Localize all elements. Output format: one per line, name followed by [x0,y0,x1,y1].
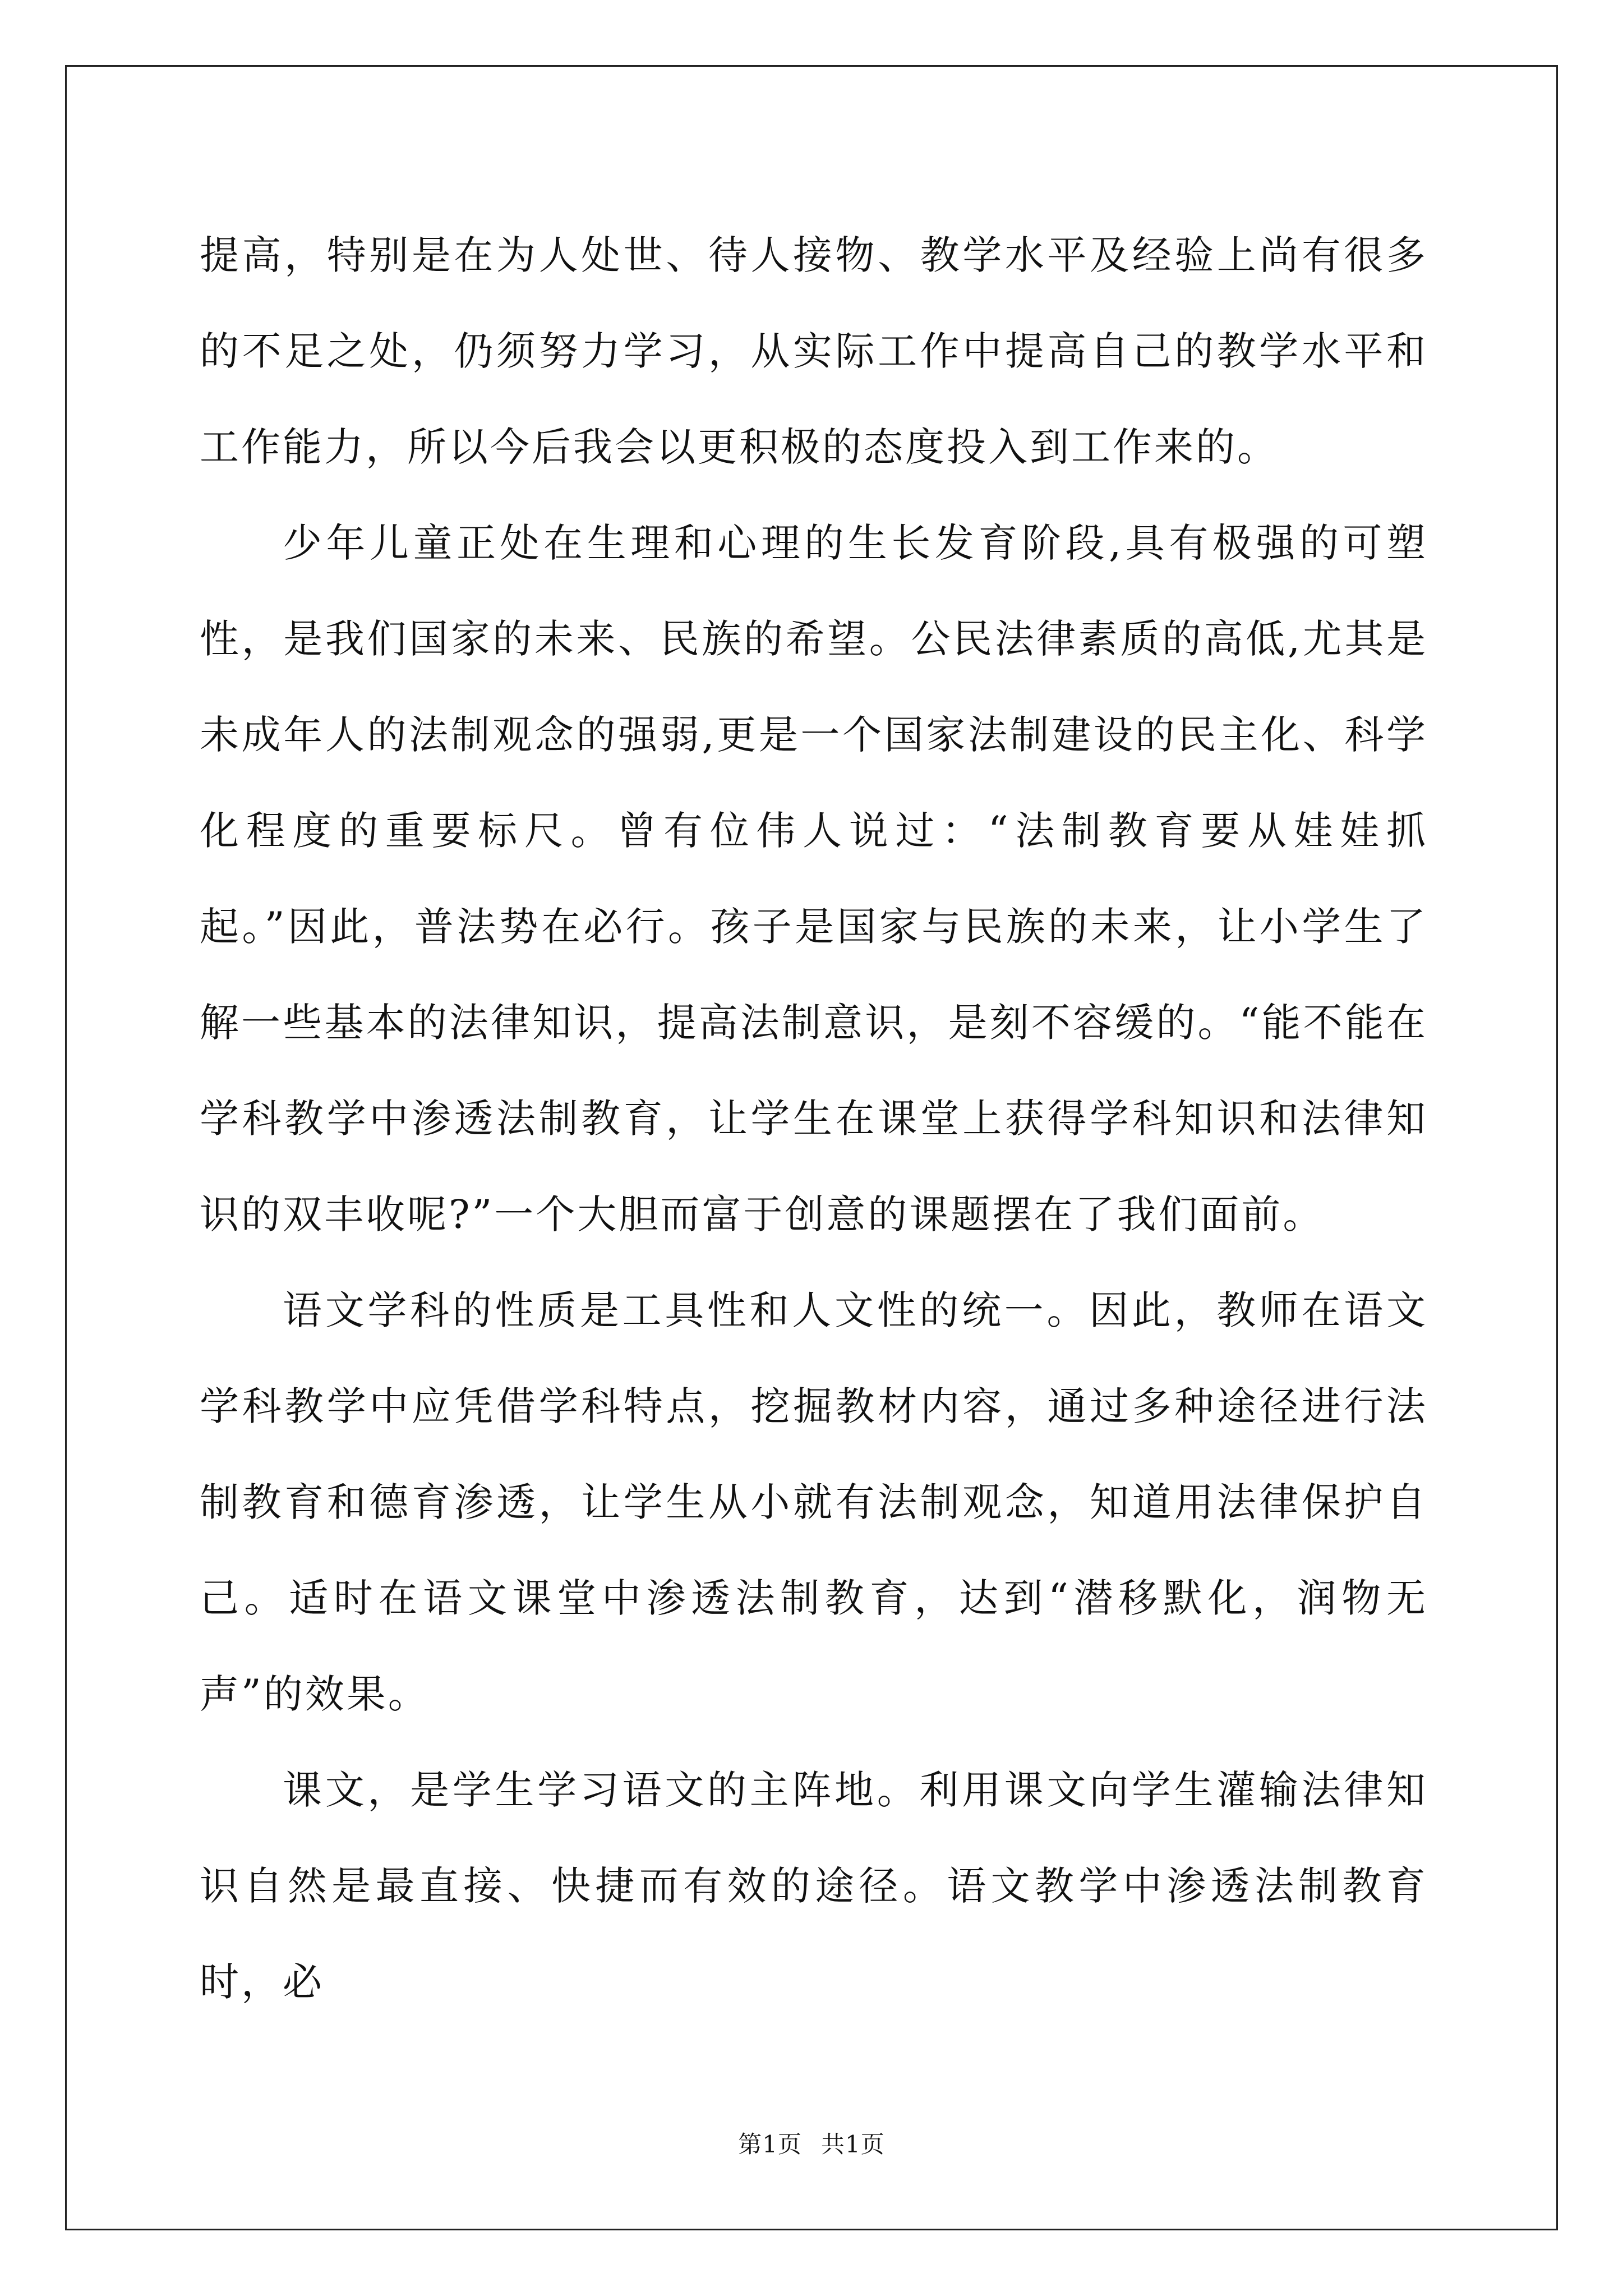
paragraph-1: 提高，特别是在为人处世、待人接物、教学水平及经验上尚有很多的不足之处，仍须努力学习，从实际工作中提高自己的教学水平和工作能力，所以今后我会以更积极的态度投入到工作来的。 [200,232,1428,470]
page-footer [0,2129,1623,2160]
page-number-current: 第1页 [738,2131,802,2158]
paragraph-3: 语文学科的性质是工具性和人文性的统一。因此，教师在语文学科教学中应凭借学科特点，挖掘教材内容，通过多种途径进行法制教育和德育渗透，让学生从小就有法制观念，知道用法律保护自己。适时在语文课堂中渗透法制教育，达到“潜移默化，润物无声”的效果。 [200,1287,1428,1717]
document-body [200,208,1428,2030]
paragraph-4: 课文，是学生学习语文的主阵地。利用课文向学生灌输法律知识自然是最直接、快捷而有效的途径。语文教学中渗透法制教育时，必 [200,1767,1428,2005]
paragraph-2: 少年儿童正处在生理和心理的生长发育阶段,具有极强的可塑性，是我们国家的未来、民族的希望。公民法律素质的高低,尤其是未成年人的法制观念的强弱,更是一个国家法制建设的民主化、科学化程度的重要标尺。曾有位伟人说过：“法制教育要从娃娃抓起。”因此，普法势在必行。孩子是国家与民族的未来，让小学生了解一些基本的法律知识，提高法制意识，是刻不容缓的。“能不能在学科教学中渗透法制教育，让学生在课堂上获得学科知识和法律知识的双丰收呢?”一个大胆而富于创意的课题摆在了我们面前。 [200,520,1428,1237]
page-number-total: 共1页 [821,2131,885,2158]
